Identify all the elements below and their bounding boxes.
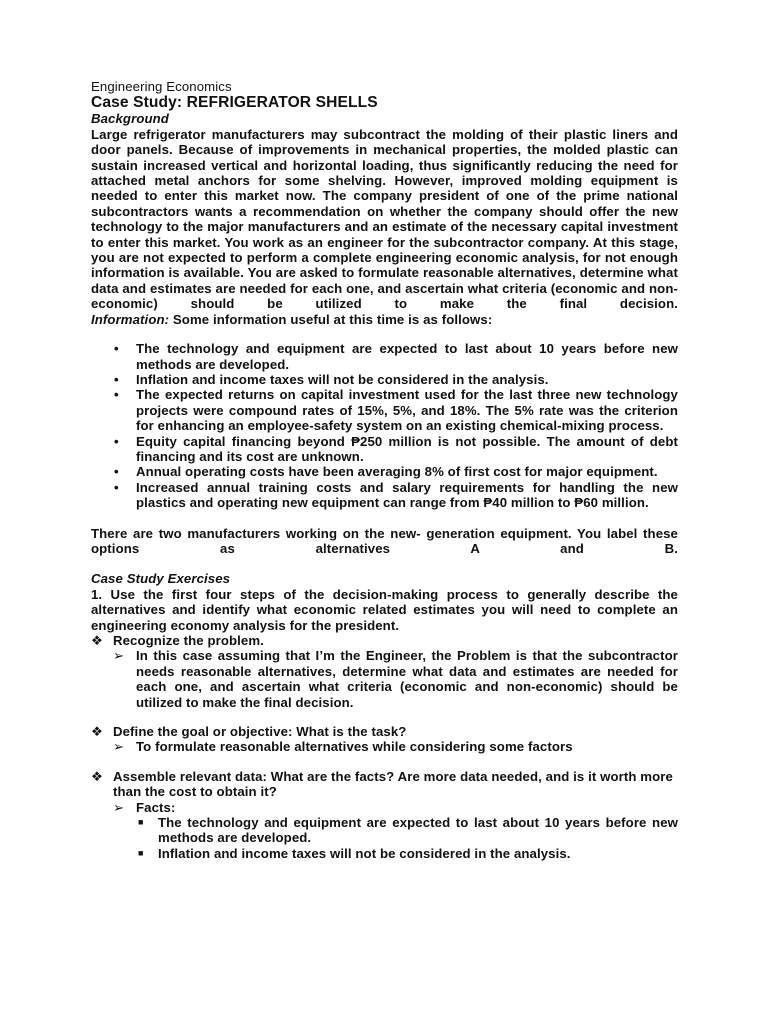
fact-item: [91, 846, 678, 861]
step-define-goal-answer: [91, 739, 678, 754]
exercises-heading: Case Study Exercises: [91, 571, 231, 587]
exercise-1: 1. Use the first four steps of the decision-making process to generally describe the alternatives and identify what economic related estimates you will need to complete an engineering economy analysis for the president.: [91, 586, 678, 633]
facts-label: Facts:: [136, 799, 176, 815]
list-item: • The technology and equipment are expected to last about 10 years before new methods are developed.: [136, 341, 678, 372]
step-text: Recognize the problem.: [113, 633, 264, 648]
list-item: • The expected returns on capital investment used for the last three new technology projects were compound rates of 15%, 5%, and 18%. The 5% rate was the criterion for enhancing an employee-safety system on an existing chemical-mixing process.: [136, 387, 678, 433]
step-recognize: [91, 633, 678, 648]
manufacturers-paragraph: There are two manufacturers working on the new- generation equipment. You label these options as alternatives A and B.: [91, 525, 678, 556]
list-item: • Annual operating costs have been averaging 8% of first cost for major equipment.: [136, 464, 678, 479]
answer-text: In this case assuming that I’m the Engineer, the Problem is that the subcontractor needs reasonable alternatives, determine what data and estimates are needed for each one, and ascertain what criteria (economic and non-economic) should be utilized to make the final decision.: [136, 648, 678, 710]
information-list: [91, 341, 678, 510]
step-recognize-answer: [91, 648, 678, 710]
list-item: • Equity capital financing beyond ₱250 million is not possible. The amount of debt financing and its cost are unknown.: [136, 434, 678, 465]
background-heading: Background: [91, 111, 169, 127]
square-bullet-icon: ■: [138, 817, 144, 828]
step-assemble-data: [91, 769, 678, 800]
list-item: • Increased annual training costs and salary requirements for handling the new plastics and operating new equipment can range from ₱40 million to ₱60 million.: [136, 480, 678, 511]
arrowhead-bullet-icon: ➢: [113, 799, 125, 815]
information-label: Information:: [91, 311, 170, 327]
arrowhead-bullet-icon: ➢: [113, 739, 125, 755]
document-content: [91, 79, 678, 861]
fact-item: [91, 815, 678, 846]
diamond-bullet-icon: ❖: [91, 633, 103, 648]
information-line: [91, 312, 678, 327]
course-name: Engineering Economics: [91, 79, 232, 94]
list-item: • Inflation and income taxes will not be considered in the analysis.: [136, 372, 678, 387]
step-text: Assemble relevant data: What are the facts? Are more data needed, and is it worth more than the cost to obtain it?: [113, 768, 673, 800]
step-define-goal: [91, 724, 678, 739]
arrowhead-bullet-icon: ➢: [113, 648, 125, 664]
background-paragraph-1: Large refrigerator manufacturers may subcontract the molding of their plastic liners and door panels. Because of improvements in mechanical properties, the molded plastic can sustain increased vertical and horizontal loading, thus significantly reducing the need for: [91, 126, 678, 173]
background-paragraph-2: attached metal anchors for some shelving. However, improved molding equipment is needed to enter this market now. The company president of one of the prime national subcontractors wants a recommendation on whether the company should offer the new technology to the major manufacturers and an estimate of the necessary capital investment to enter this market. You work as an engineer for the subcontractor company. At this stage, you are not expected to perform a complete engineering economic analysis, for not enough information is available. You are asked to formulate reasonable alternatives, determine what data and estimates are needed for each one, and ascertain what criteria (economic and non-economic) should be utilized to make the final decision.: [91, 173, 678, 312]
step-text: Define the goal or objective: What is the task?: [113, 724, 407, 740]
diamond-bullet-icon: ❖: [91, 724, 103, 740]
square-bullet-icon: ■: [138, 847, 144, 858]
facts-item: [91, 800, 678, 815]
page-title: Case Study: REFRIGERATOR SHELLS: [91, 94, 378, 112]
diamond-bullet-icon: ❖: [91, 768, 103, 784]
fact-text: The technology and equipment are expected to last about 10 years before new methods are developed.: [158, 815, 678, 846]
answer-text: To formulate reasonable alternatives while considering some factors: [136, 739, 573, 755]
information-text: Some information useful at this time is as follows:: [169, 311, 493, 327]
fact-text: Inflation and income taxes will not be considered in the analysis.: [158, 845, 571, 861]
